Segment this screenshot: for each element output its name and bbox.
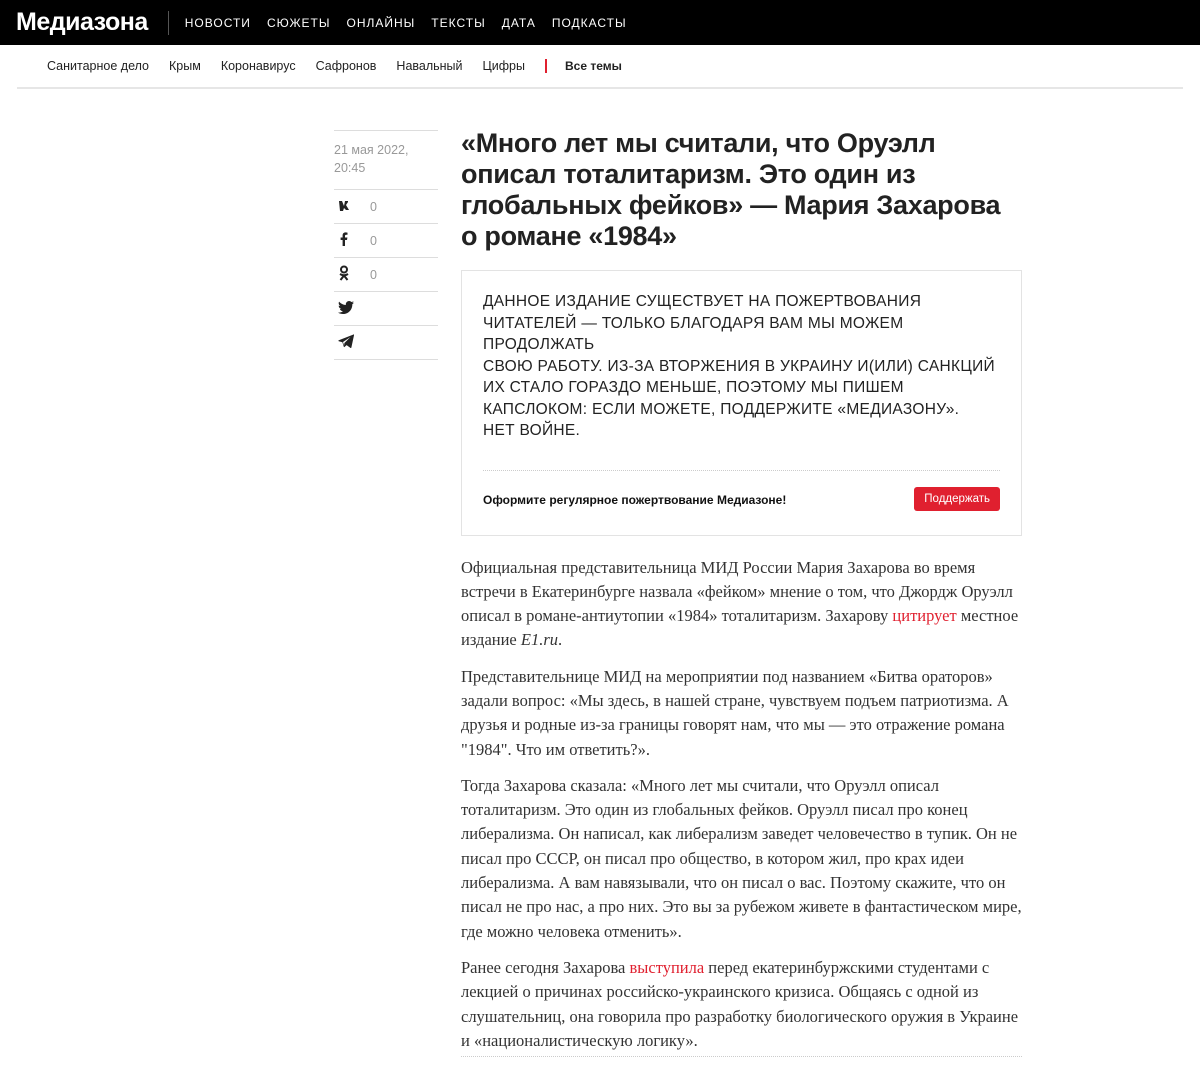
- telegram-icon: [338, 334, 362, 351]
- paragraph-text: .: [558, 630, 563, 650]
- article-paragraph: [461, 556, 1022, 653]
- site-logo[interactable]: Медиазона: [16, 8, 148, 36]
- donation-cta-text: Оформите регулярное пожертвование Медиазоне!: [483, 492, 787, 507]
- share-odnoklassniki-count: 0: [370, 267, 377, 282]
- twitter-icon: [338, 301, 362, 317]
- topic-navalny[interactable]: Навальный: [396, 59, 463, 73]
- paragraph-text: перед екатеринбуржскими студентами с лекцией о причинах российско-украинского кризиса. Общаясь с одной из слушательниц, она говорила про разработку биологического оружия в Украине и «националистическую логику».: [461, 957, 1019, 1050]
- paragraph-text: местное издание: [461, 606, 1019, 650]
- main-nav: [185, 16, 643, 30]
- topic-coronavirus[interactable]: Коронавирус: [220, 59, 296, 73]
- article-paragraph: Представительнице МИД на мероприятии под названием «Битва ораторов» задали вопрос: «Мы здесь, в нашей стране, чувствуем подъем патриотизма. А друзья и родные из-за границы говорят нам, что мы — это отражение романа "1984". Что им ответить?».: [461, 666, 1009, 759]
- article-sidebar: [334, 130, 438, 360]
- share-twitter[interactable]: [334, 292, 438, 326]
- article-paragraph: Тогда Захарова сказала: «Много лет мы считали, что Оруэлл описал тоталитаризм. Это один из глобальных фейков. Оруэлл писал про конец либерализма. Он написал, как либерализм заведет человечество в тупик. Он не писал про СССР, он писал про общество, в котором жил, про крах идеи либерализма. А вам навязывали, что он писал о вас. Поэтому скажите, что он писал не про нас, а про них. Это вы за рубежом живете в фантастическом мире, где можно человека отменить».: [461, 775, 1022, 941]
- donation-cta-row: [483, 487, 1000, 511]
- source-name: E1.ru: [520, 630, 559, 650]
- topics-nav: [17, 45, 1183, 89]
- donation-appeal-line: ИХ СТАЛО ГОРАЗДО МЕНЬШЕ, ПОЭТОМУ МЫ ПИШЕМ: [483, 379, 904, 396]
- nav-podcasts[interactable]: ПОДКАСТЫ: [551, 15, 627, 30]
- topic-crimea[interactable]: Крым: [169, 59, 201, 73]
- donation-appeal: [483, 291, 1000, 442]
- header-divider: [168, 11, 169, 35]
- nav-live[interactable]: ОНЛАЙНЫ: [346, 15, 416, 30]
- nav-stories[interactable]: СЮЖЕТЫ: [266, 15, 331, 30]
- nav-news[interactable]: НОВОСТИ: [184, 15, 251, 30]
- topics-divider: [545, 59, 547, 73]
- article-body: [461, 556, 1022, 1054]
- top-header: [0, 0, 1200, 45]
- donation-appeal-line: НЕТ ВОЙНЕ.: [483, 422, 581, 439]
- paragraph-text: Официальная представительница МИД России Мария Захарова во время встречи в Екатеринбурге назвала «фейком» мнение о том, что Джордж Оруэлл описал в романе-антиутопии «1984» тоталитаризм. Захарову: [461, 557, 1013, 626]
- topic-numbers[interactable]: Цифры: [482, 59, 525, 73]
- article-title: «Много лет мы считали, что Оруэлл описал тоталитаризм. Это один из глобальных фейков» — Мария Захарова о романе «1984»: [461, 128, 1001, 251]
- odnoklassniki-icon: [338, 265, 362, 284]
- share-odnoklassniki[interactable]: [334, 258, 438, 292]
- share-facebook[interactable]: [334, 224, 438, 258]
- nav-data[interactable]: ДАТА: [501, 15, 536, 30]
- share-vk-count: 0: [370, 199, 377, 214]
- share-facebook-count: 0: [370, 233, 377, 248]
- paragraph-text: Ранее сегодня Захарова: [461, 957, 630, 977]
- topic-safronov[interactable]: Сафронов: [315, 59, 377, 73]
- donation-appeal-line: ДАННОЕ ИЗДАНИЕ СУЩЕСТВУЕТ НА ПОЖЕРТВОВАНИЯ: [483, 293, 922, 310]
- all-topics-link[interactable]: Все темы: [564, 59, 622, 73]
- donation-appeal-line: КАПСЛОКОМ: ЕСЛИ МОЖЕТЕ, ПОДДЕРЖИТЕ «МЕДИАЗОНУ».: [483, 400, 960, 418]
- donation-divider: [483, 470, 1000, 471]
- vk-icon: [338, 199, 362, 215]
- support-button[interactable]: Поддержать: [914, 487, 1000, 511]
- article-end-divider: [461, 1056, 1022, 1057]
- donation-appeal-line: ЧИТАТЕЛЕЙ — ТОЛЬКО БЛАГОДАРЯ ВАМ МЫ МОЖЕМ ПРОДОЛЖАТЬ: [483, 314, 904, 353]
- topic-sanitary[interactable]: Санитарное дело: [47, 59, 149, 73]
- lecture-link[interactable]: выступила: [629, 957, 705, 977]
- article: [461, 128, 1022, 1065]
- publish-date: 21 мая 2022, 20:45: [334, 130, 438, 190]
- nav-texts[interactable]: ТЕКСТЫ: [431, 15, 486, 30]
- quote-source-link[interactable]: цитирует: [892, 606, 957, 626]
- facebook-icon: [338, 232, 362, 249]
- article-paragraph: [461, 956, 1022, 1053]
- share-telegram[interactable]: [334, 326, 438, 360]
- share-vk[interactable]: [334, 190, 438, 224]
- donation-appeal-line: СВОЮ РАБОТУ. ИЗ-ЗА ВТОРЖЕНИЯ В УКРАИНУ И(ИЛИ) САНКЦИЙ: [483, 357, 995, 375]
- donation-block: [461, 270, 1022, 536]
